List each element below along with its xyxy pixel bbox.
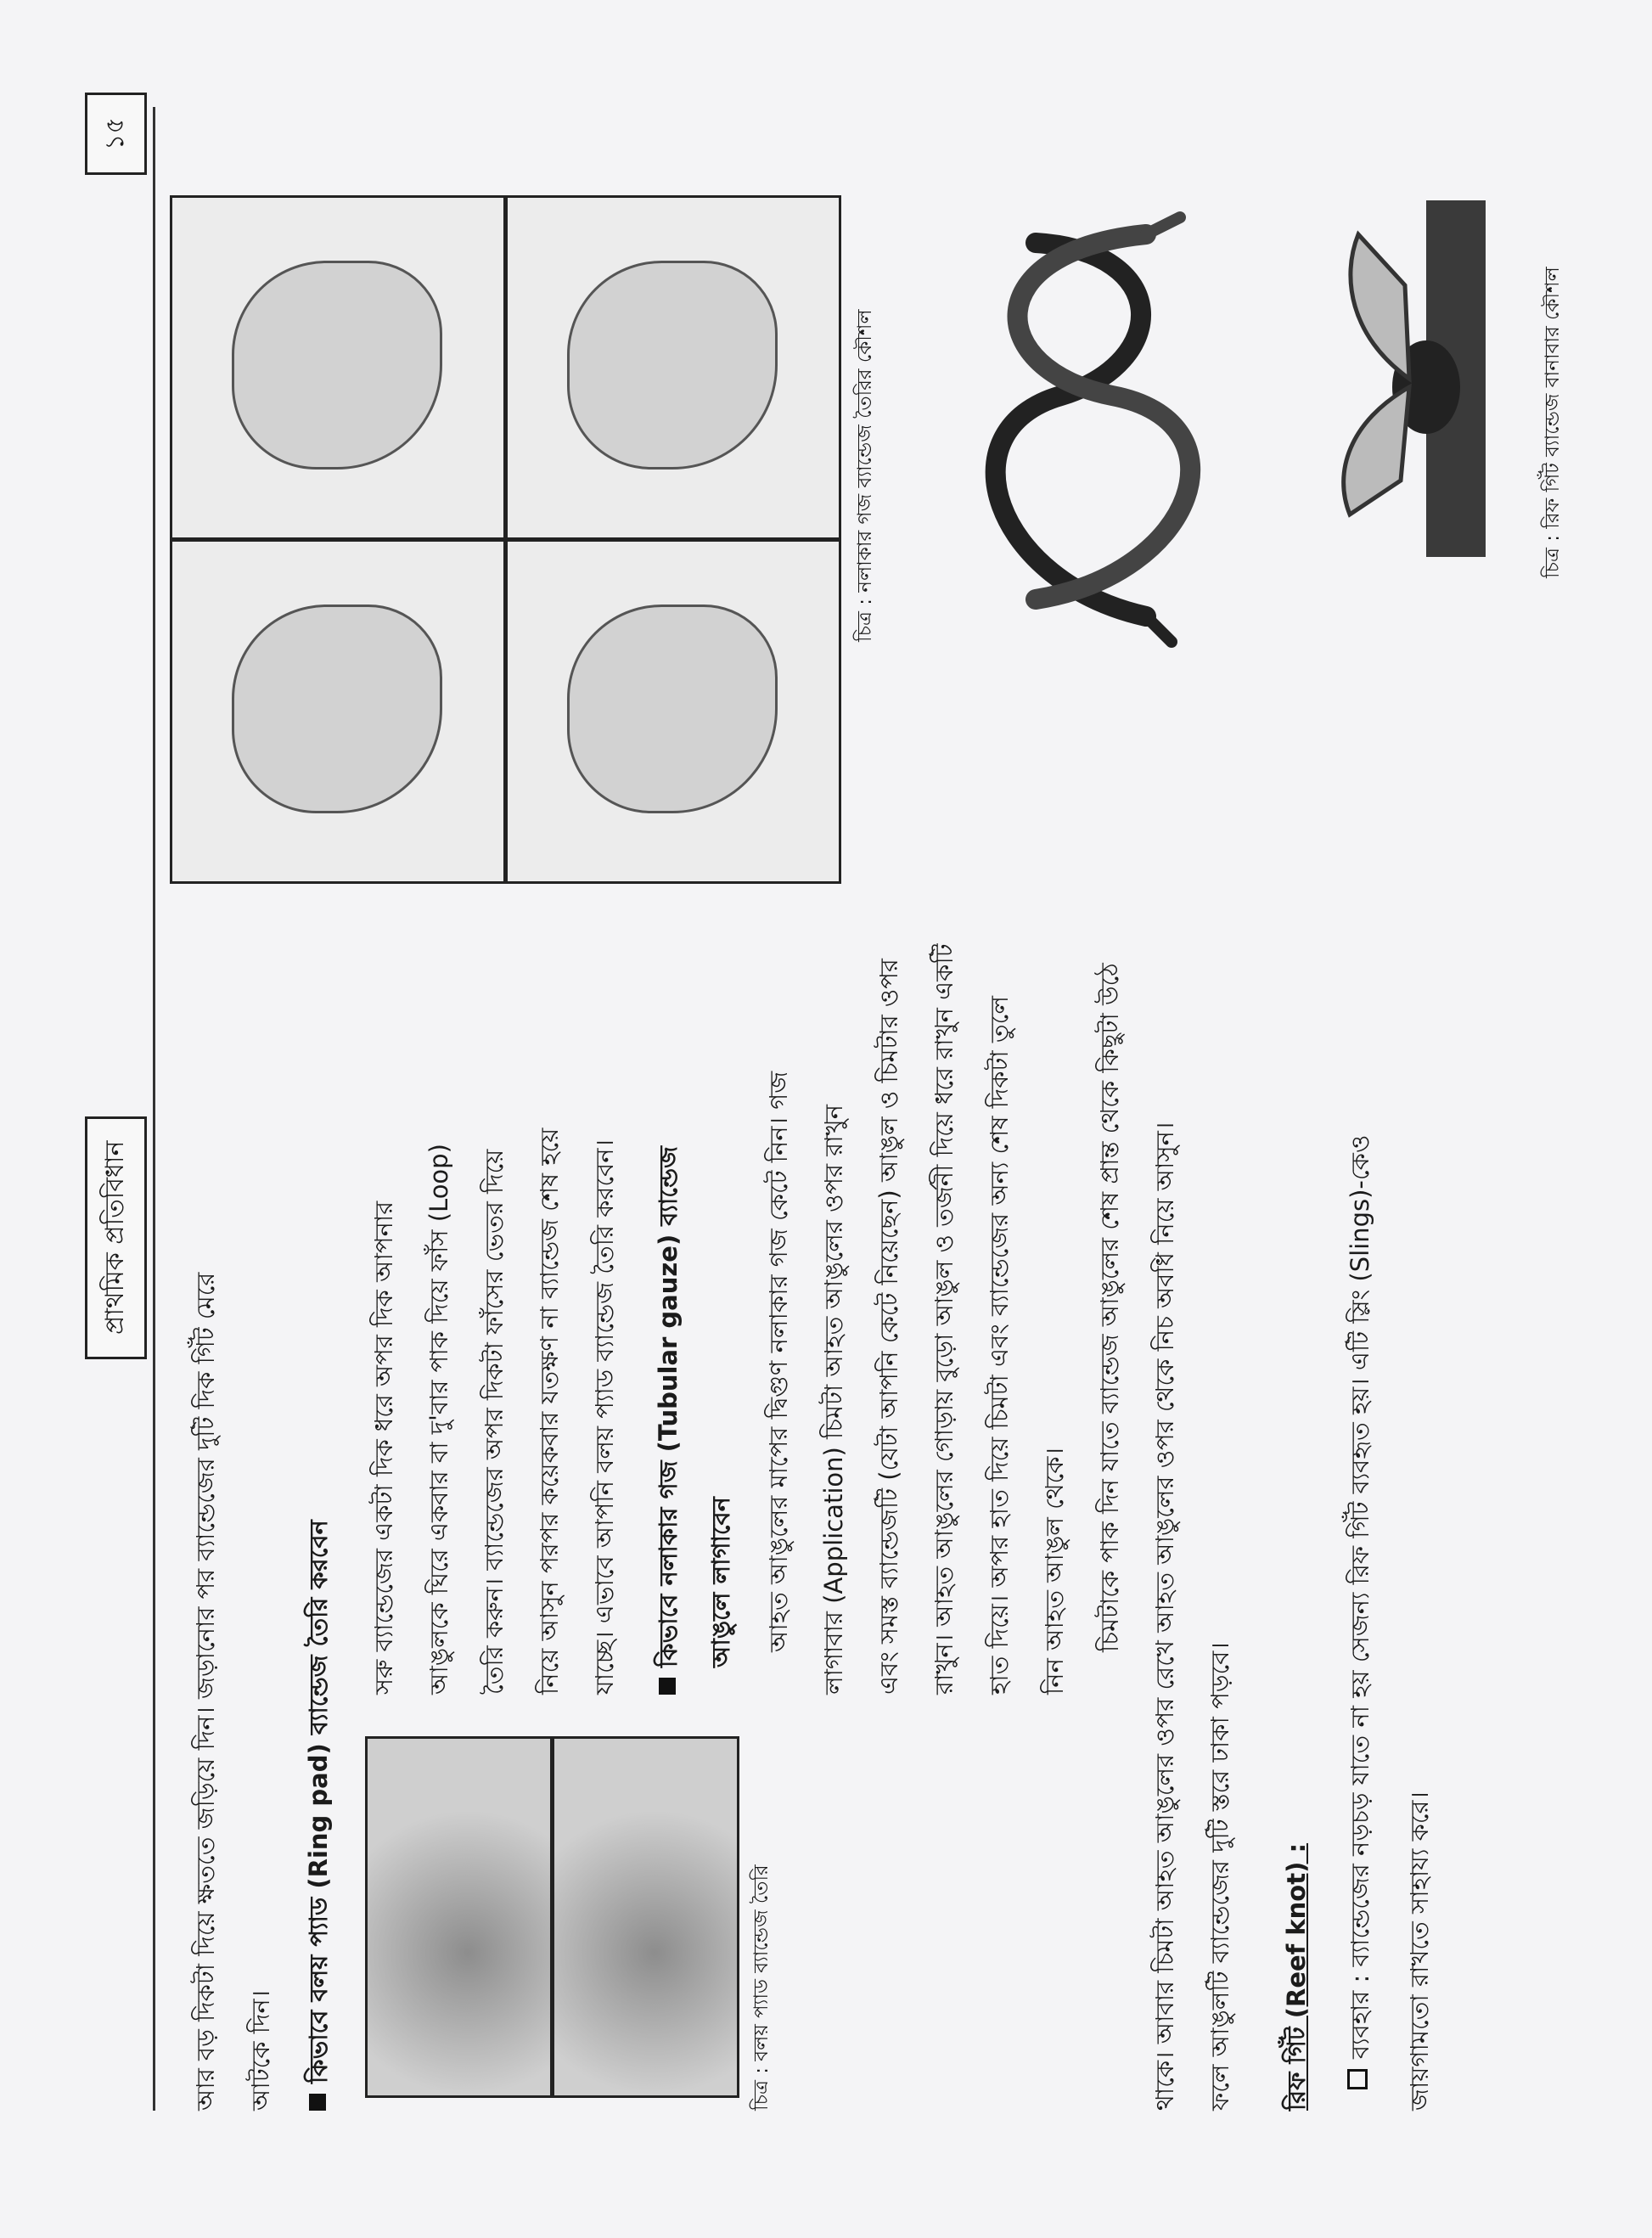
- ring-pad-photo-top: [365, 1736, 553, 2098]
- tubular-line-1: আহত আঙুলের মাপের দ্বিগুণ নলাকার গজ কেটে নিন। গজ: [764, 1071, 793, 1652]
- ring-pad-line-1: সরু ব্যান্ডেজের একটা দিক ধরে অপর দিক আপনার: [369, 1201, 398, 1695]
- ring-pad-caption: চিত্র : বলয় প্যাড ব্যান্ডেজ তৈরি: [750, 1864, 773, 2111]
- tubular-step-2-image: [170, 195, 506, 540]
- tubular-line-4: রাখুন। আহত আঙুলের গোড়ায় বুড়ো আঙুল ও তর্জনী দিয়ে ধরে রাখুন একটি: [930, 943, 958, 1695]
- ring-pad-line-2: আঙুলকে ঘিরে একবার বা দু'বার পাক দিয়ে ফাঁস (Loop): [424, 1144, 453, 1695]
- tubular-line-6: নিন আহত আঙুল থেকে।: [1040, 1448, 1069, 1695]
- ring-pad-heading: [304, 1520, 334, 2111]
- intro-line-2: আটকে দিন।: [246, 1989, 275, 2111]
- tubular-line-5: হাত দিয়ে। অপর হাত দিয়ে চিমটা এবং ব্যান্ডেজের অন্য শেষ দিকটা তুলে: [985, 996, 1014, 1695]
- tubular-caption: চিত্র : নলাকার গজ ব্যান্ডেজ তৈরির কৌশল: [854, 309, 876, 642]
- ring-pad-photo-bottom: [552, 1736, 739, 2098]
- page-number: ১৫: [85, 93, 147, 175]
- twist-line-2: থাকে। আবার চিমটা আহত আঙুলের ওপর রেখে আহত আঙুলের ওপর থেকে নিচ অবধি নিয়ে আসুন।: [1150, 1122, 1179, 2111]
- checkbox-square-icon: [1347, 2069, 1368, 2089]
- twist-line-3: ফলে আঙুলটি ব্যান্ডেজের দুটি স্তরে ঢাকা পড়বে।: [1205, 1642, 1234, 2111]
- ring-pad-line-3: তৈরি করুন। ব্যান্ডেজের অপর দিকটা ফাঁসের ভেতর দিয়ে: [480, 1149, 509, 1695]
- reef-knot-applied-drawing: [1324, 175, 1520, 574]
- reef-knot-drawing: [891, 209, 1299, 650]
- tubular-heading: [654, 1146, 683, 1695]
- bullet-square-icon: [309, 2094, 326, 2111]
- ring-pad-line-4: নিয়ে আসুন পরপর কয়েকবার যতক্ষণ না ব্যান্ডেজ শেষ হয়ে: [535, 1127, 564, 1695]
- reef-use-line-2: জায়গামতো রাখতে সাহায্য করে।: [1405, 1791, 1434, 2111]
- ring-pad-line-5: যাচ্ছে। এভাবে আপনি বলয় প্যাড ব্যান্ডেজ তৈরি করবেন।: [590, 1139, 619, 1695]
- twist-line-1: চিমটাকে পাক দিন যাতে ব্যান্ডেজ আঙুলের শেষ প্রান্ত থেকে কিছুটা উঠে: [1095, 963, 1124, 1652]
- tubular-line-2: লাগাবার (Application) চিমটা আহত আঙুলের ওপর রাখুন: [819, 1105, 848, 1695]
- tubular-step-4-image: [505, 195, 841, 540]
- page-title: প্রাথমিক প্রতিবিধান: [85, 1116, 147, 1359]
- tubular-heading-text: কিভাবে নলাকার গজ (Tubular gauze) ব্যান্ডেজ: [654, 1145, 683, 1667]
- ring-pad-heading-text: কিভাবে বলয় প্যাড (Ring pad) ব্যান্ডেজ তৈরি করবেন: [304, 1520, 333, 2083]
- reef-knot-heading: রিফ গিঁট (Reef knot) :: [1282, 1842, 1311, 2111]
- reef-use-text-1: ব্যবহার : ব্যান্ডেজের নড়চড় যাতে না হয় সেজন্য রিফ গিঁট ব্যবহৃত হয়। এটি স্লিং (Slings)-কেও: [1346, 1134, 1374, 2059]
- reef-use-line-1: [1346, 1135, 1375, 2089]
- header-rule: [153, 107, 155, 2111]
- tubular-heading-2: আঙুলে লাগাবেন: [706, 1497, 735, 1667]
- bullet-square-icon: [659, 1678, 676, 1695]
- tubular-step-1-image: [170, 539, 506, 884]
- intro-line-1: আর বড় দিকটা দিয়ে ক্ষততে জড়িয়ে দিন। জড়ানোর পর ব্যান্ডেজের দুটি দিক গিঁট মেরে: [191, 1272, 220, 2111]
- tubular-step-3-image: [505, 539, 841, 884]
- reef-knot-caption: চিত্র : রিফ গিঁট ব্যান্ডেজ বানাবার কৌশল: [1542, 267, 1564, 578]
- tubular-line-3: এবং সমস্ত ব্যান্ডেজটি (যেটা আপনি কেটে নিয়েছেন) আঙুল ও চিমটার ওপর: [874, 959, 903, 1695]
